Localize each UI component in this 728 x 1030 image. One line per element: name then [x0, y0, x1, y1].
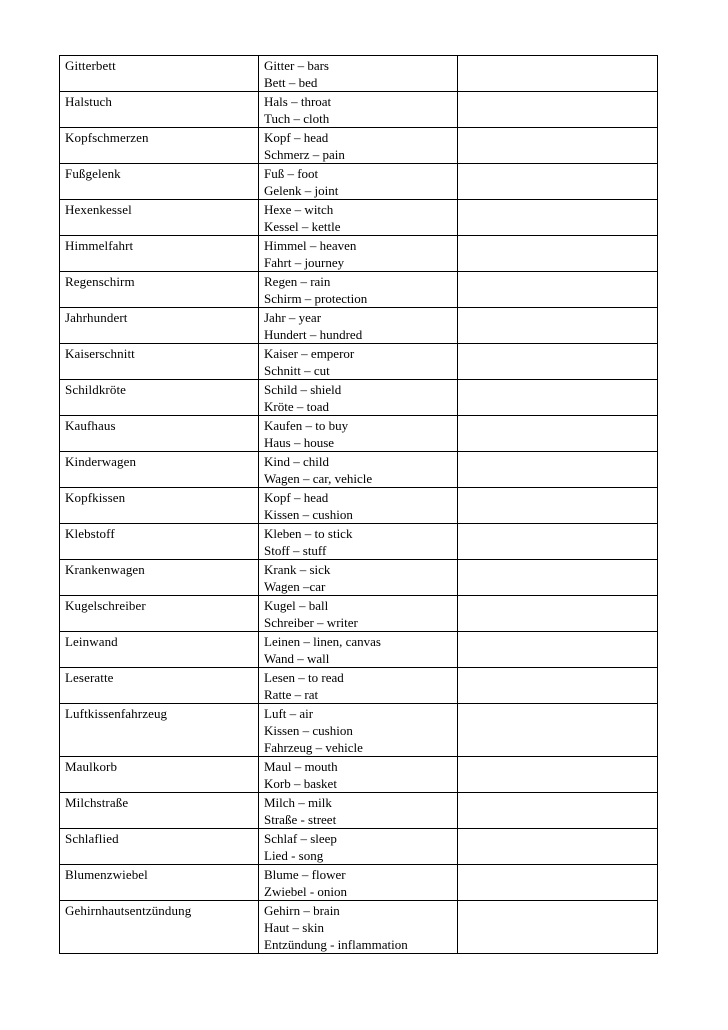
- table-row: [60, 524, 658, 560]
- word-part-translation: Schnitt – cut: [264, 363, 330, 378]
- blank-notes-cell: [458, 668, 658, 704]
- table-row: [60, 416, 658, 452]
- word-part-translation: Gitter – bars: [264, 58, 329, 73]
- word-parts-cell: [259, 236, 458, 272]
- table-row: [60, 865, 658, 901]
- compound-word-cell: Schildkröte: [60, 380, 259, 416]
- word-part-translation: Gelenk – joint: [264, 183, 339, 198]
- word-part-translation: Lesen – to read: [264, 670, 344, 685]
- word-part-translation: Wand – wall: [264, 651, 330, 666]
- word-part-translation: Gehirn – brain: [264, 903, 340, 918]
- word-part-translation: Straße - street: [264, 812, 337, 827]
- compound-word-cell: Leinwand: [60, 632, 259, 668]
- table-row: [60, 344, 658, 380]
- table-row: [60, 560, 658, 596]
- table-row: [60, 380, 658, 416]
- table-row: [60, 92, 658, 128]
- word-part-translation: Haus – house: [264, 435, 335, 450]
- compound-word-cell: Krankenwagen: [60, 560, 259, 596]
- word-part-translation: Wagen – car, vehicle: [264, 471, 373, 486]
- table-row: [60, 452, 658, 488]
- word-part-translation: Schreiber – writer: [264, 615, 358, 630]
- word-parts-cell: [259, 632, 458, 668]
- blank-notes-cell: [458, 632, 658, 668]
- table-row: [60, 272, 658, 308]
- table-row: [60, 668, 658, 704]
- compound-word-cell: Gehirnhautsentzündung: [60, 901, 259, 954]
- word-parts-cell: [259, 92, 458, 128]
- word-parts-cell: [259, 452, 458, 488]
- blank-notes-cell: [458, 560, 658, 596]
- blank-notes-cell: [458, 272, 658, 308]
- word-parts-cell: [259, 128, 458, 164]
- table-row: [60, 632, 658, 668]
- table-row: [60, 793, 658, 829]
- word-part-translation: Kessel – kettle: [264, 219, 341, 234]
- table-row: [60, 596, 658, 632]
- word-part-translation: Kopf – head: [264, 130, 329, 145]
- word-part-translation: Entzündung - inflammation: [264, 937, 408, 952]
- word-part-translation: Stoff – stuff: [264, 543, 327, 558]
- word-parts-cell: [259, 865, 458, 901]
- word-part-translation: Kaiser – emperor: [264, 346, 355, 361]
- word-parts-cell: [259, 829, 458, 865]
- compound-word-cell: Fußgelenk: [60, 164, 259, 200]
- compound-word-cell: Kopfkissen: [60, 488, 259, 524]
- blank-notes-cell: [458, 416, 658, 452]
- word-parts-cell: [259, 272, 458, 308]
- word-parts-cell: [259, 596, 458, 632]
- blank-notes-cell: [458, 308, 658, 344]
- word-part-translation: Fahrzeug – vehicle: [264, 740, 363, 755]
- table-row: [60, 829, 658, 865]
- vocabulary-sheet: [59, 55, 657, 954]
- blank-notes-cell: [458, 757, 658, 793]
- compound-word-cell: Milchstraße: [60, 793, 259, 829]
- table-row: [60, 200, 658, 236]
- word-parts-cell: [259, 668, 458, 704]
- compound-words-table: [59, 55, 658, 954]
- word-part-translation: Bett – bed: [264, 75, 318, 90]
- word-parts-cell: [259, 344, 458, 380]
- word-part-translation: Kissen – cushion: [264, 507, 353, 522]
- word-parts-cell: [259, 164, 458, 200]
- word-part-translation: Maul – mouth: [264, 759, 338, 774]
- word-part-translation: Milch – milk: [264, 795, 332, 810]
- word-part-translation: Schirm – protection: [264, 291, 368, 306]
- blank-notes-cell: [458, 344, 658, 380]
- word-part-translation: Kaufen – to buy: [264, 418, 349, 433]
- word-parts-cell: [259, 524, 458, 560]
- word-part-translation: Krank – sick: [264, 562, 331, 577]
- blank-notes-cell: [458, 128, 658, 164]
- word-part-translation: Ratte – rat: [264, 687, 319, 702]
- table-row: [60, 704, 658, 757]
- blank-notes-cell: [458, 704, 658, 757]
- compound-word-cell: Leseratte: [60, 668, 259, 704]
- word-parts-cell: [259, 416, 458, 452]
- word-part-translation: Kind – child: [264, 454, 329, 469]
- word-part-translation: Luft – air: [264, 706, 314, 721]
- word-parts-cell: [259, 560, 458, 596]
- table-row: [60, 488, 658, 524]
- compound-word-cell: Klebstoff: [60, 524, 259, 560]
- word-parts-cell: [259, 200, 458, 236]
- word-part-translation: Hundert – hundred: [264, 327, 363, 342]
- blank-notes-cell: [458, 901, 658, 954]
- blank-notes-cell: [458, 793, 658, 829]
- word-parts-cell: [259, 793, 458, 829]
- blank-notes-cell: [458, 452, 658, 488]
- compound-word-cell: Regenschirm: [60, 272, 259, 308]
- word-part-translation: Kleben – to stick: [264, 526, 353, 541]
- word-parts-cell: [259, 901, 458, 954]
- blank-notes-cell: [458, 236, 658, 272]
- blank-notes-cell: [458, 380, 658, 416]
- blank-notes-cell: [458, 488, 658, 524]
- compound-word-cell: Kaufhaus: [60, 416, 259, 452]
- word-part-translation: Schild – shield: [264, 382, 342, 397]
- compound-word-cell: Himmelfahrt: [60, 236, 259, 272]
- word-part-translation: Tuch – cloth: [264, 111, 330, 126]
- word-part-translation: Zwiebel - onion: [264, 884, 348, 899]
- table-row: [60, 308, 658, 344]
- blank-notes-cell: [458, 200, 658, 236]
- compound-word-cell: Halstuch: [60, 92, 259, 128]
- blank-notes-cell: [458, 829, 658, 865]
- word-part-translation: Schlaf – sleep: [264, 831, 337, 846]
- compound-word-cell: Kopfschmerzen: [60, 128, 259, 164]
- word-parts-cell: [259, 488, 458, 524]
- word-parts-cell: [259, 56, 458, 92]
- compound-word-cell: Hexenkessel: [60, 200, 259, 236]
- compound-word-cell: Gitterbett: [60, 56, 259, 92]
- word-part-translation: Kugel – ball: [264, 598, 329, 613]
- word-part-translation: Lied - song: [264, 848, 324, 863]
- word-part-translation: Kröte – toad: [264, 399, 329, 414]
- blank-notes-cell: [458, 865, 658, 901]
- table-row: [60, 56, 658, 92]
- table-row: [60, 901, 658, 954]
- word-part-translation: Korb – basket: [264, 776, 337, 791]
- compound-word-cell: Luftkissenfahrzeug: [60, 704, 259, 757]
- word-part-translation: Wagen –car: [264, 579, 326, 594]
- blank-notes-cell: [458, 164, 658, 200]
- word-part-translation: Kissen – cushion: [264, 723, 353, 738]
- word-part-translation: Regen – rain: [264, 274, 331, 289]
- compound-word-cell: Kinderwagen: [60, 452, 259, 488]
- word-part-translation: Schmerz – pain: [264, 147, 345, 162]
- table-row: [60, 128, 658, 164]
- blank-notes-cell: [458, 56, 658, 92]
- word-part-translation: Blume – flower: [264, 867, 346, 882]
- word-part-translation: Fuß – foot: [264, 166, 319, 181]
- word-part-translation: Kopf – head: [264, 490, 329, 505]
- word-part-translation: Leinen – linen, canvas: [264, 634, 381, 649]
- word-part-translation: Hals – throat: [264, 94, 332, 109]
- word-part-translation: Himmel – heaven: [264, 238, 357, 253]
- compound-word-cell: Schlaflied: [60, 829, 259, 865]
- word-parts-cell: [259, 308, 458, 344]
- compound-word-cell: Blumenzwiebel: [60, 865, 259, 901]
- table-row: [60, 236, 658, 272]
- table-row: [60, 757, 658, 793]
- table-row: [60, 164, 658, 200]
- word-parts-cell: [259, 757, 458, 793]
- compound-word-cell: Kugelschreiber: [60, 596, 259, 632]
- blank-notes-cell: [458, 524, 658, 560]
- table-body: [60, 56, 658, 954]
- word-part-translation: Fahrt – journey: [264, 255, 345, 270]
- word-parts-cell: [259, 704, 458, 757]
- word-part-translation: Jahr – year: [264, 310, 322, 325]
- word-part-translation: Hexe – witch: [264, 202, 334, 217]
- word-part-translation: Haut – skin: [264, 920, 324, 935]
- compound-word-cell: Jahrhundert: [60, 308, 259, 344]
- compound-word-cell: Maulkorb: [60, 757, 259, 793]
- compound-word-cell: Kaiserschnitt: [60, 344, 259, 380]
- word-parts-cell: [259, 380, 458, 416]
- blank-notes-cell: [458, 92, 658, 128]
- blank-notes-cell: [458, 596, 658, 632]
